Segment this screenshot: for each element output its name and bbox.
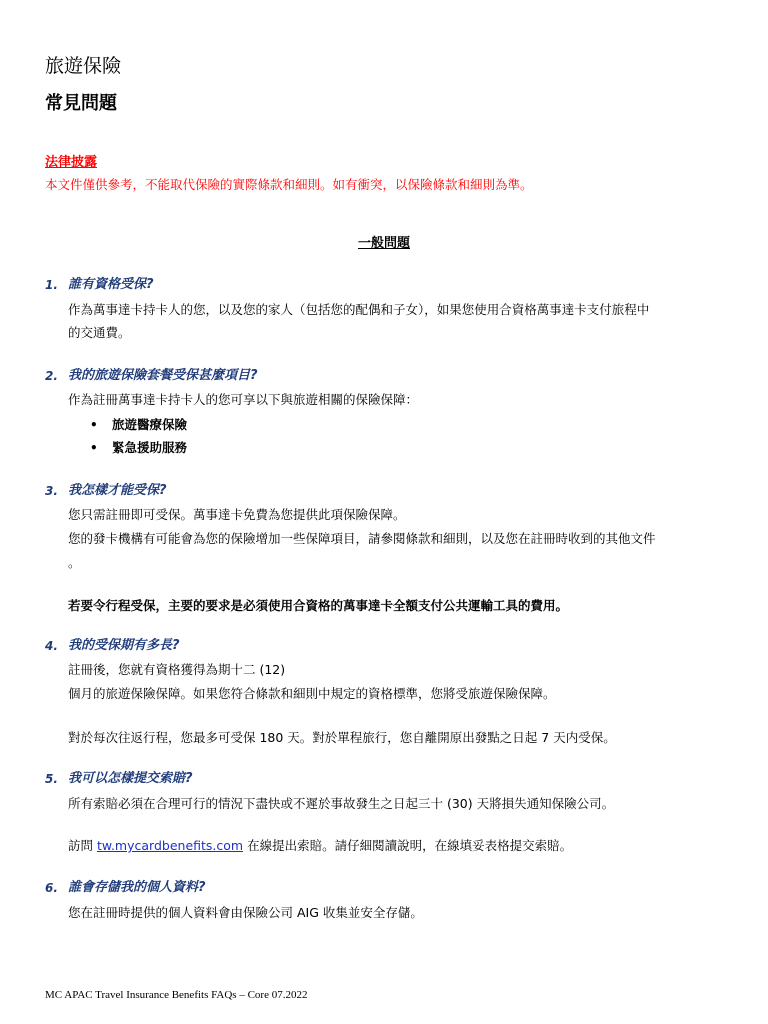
answer-text: 個月的旅遊保險保障。如果您符合條款和細則中規定的資格標準，您將受旅遊保險保障。 [68,686,556,701]
answer-text: 您只需註冊即可受保。萬事達卡免費為您提供此項保險保障。 [68,507,406,522]
answer-text: 您在註冊時提供的個人資料會由保險公司 AIG 收集並安全存儲。 [68,905,423,920]
question-title: 我可以怎樣提交索賠? [68,771,193,786]
emphasis-text: 若要令行程受保，主要的要求是必須使用合資格的萬事達卡全額支付公共運輸工具的費用。 [68,598,569,613]
question-number: 4. [45,639,58,653]
answer-text: 對於每次往返行程，您最多可受保 180 天。對於單程旅行，您自離開原出發點之日起 7 天内受保。 [68,730,616,745]
question-number: 2. [45,369,58,383]
question-title: 我的旅遊保險套餐受保甚麼項目? [68,368,258,383]
disclaimer-text: 本文件僅供參考，不能取代保險的實際條款和細則。如有衝突，以保險條款和細則為準。 [45,177,533,192]
answer-text: 作為萬事達卡持卡人的您，以及您的家人（包括您的配偶和子女），如果您使用合資格萬事達卡支付旅程中 [68,302,650,317]
visit-suffix: 在線提出索賠。請仔細閱讀說明，在線填妥表格提交索賠。 [243,838,573,853]
question-title: 誰會存儲我的個人資料? [68,880,206,895]
answer-text: 。 [68,555,81,570]
disclaimer-title: 法律披露 [45,155,98,170]
question-number: 1. [45,278,58,292]
question-title: 誰有資格受保? [68,277,154,292]
bullet-item: 旅遊醫療保險 [112,417,188,432]
question-title: 我怎樣才能受保? [68,483,167,498]
bullet-icon: • [90,441,98,455]
claim-instructions [68,837,572,855]
visit-prefix: 訪問 [68,838,97,853]
question-number: 5. [45,772,58,786]
bullet-item: 緊急援助服務 [112,440,188,455]
answer-text: 的交通費。 [68,325,131,340]
bullet-icon: • [90,418,98,432]
answer-text: 作為註冊萬事達卡持卡人的您可享以下與旅遊相關的保險保障： [68,392,419,407]
question-number: 3. [45,484,58,498]
answer-text: 註冊後，您就有資格獲得為期十二 (12) [68,662,286,677]
answer-text: 所有索賠必須在合理可行的情況下盡快或不遲於事故發生之日起三十 (30) 天將損失通知保險公司。 [68,796,615,811]
question-title: 我的受保期有多長? [68,638,180,653]
section-heading: 一般問題 [357,236,410,251]
document-title: 旅遊保險 [45,55,122,77]
question-number: 6. [45,881,58,895]
faq-heading: 常見問題 [45,93,117,114]
answer-text: 您的發卡機構有可能會為您的保險增加一些保障項目，請參閱條款和細則，以及您在註冊時收到的其他文件 [68,531,656,546]
footer-text: MC APAC Travel Insurance Benefits FAQs – Core 07.2022 [45,989,308,1001]
claims-website-link[interactable]: tw.mycardbenefits.com [96,838,244,853]
